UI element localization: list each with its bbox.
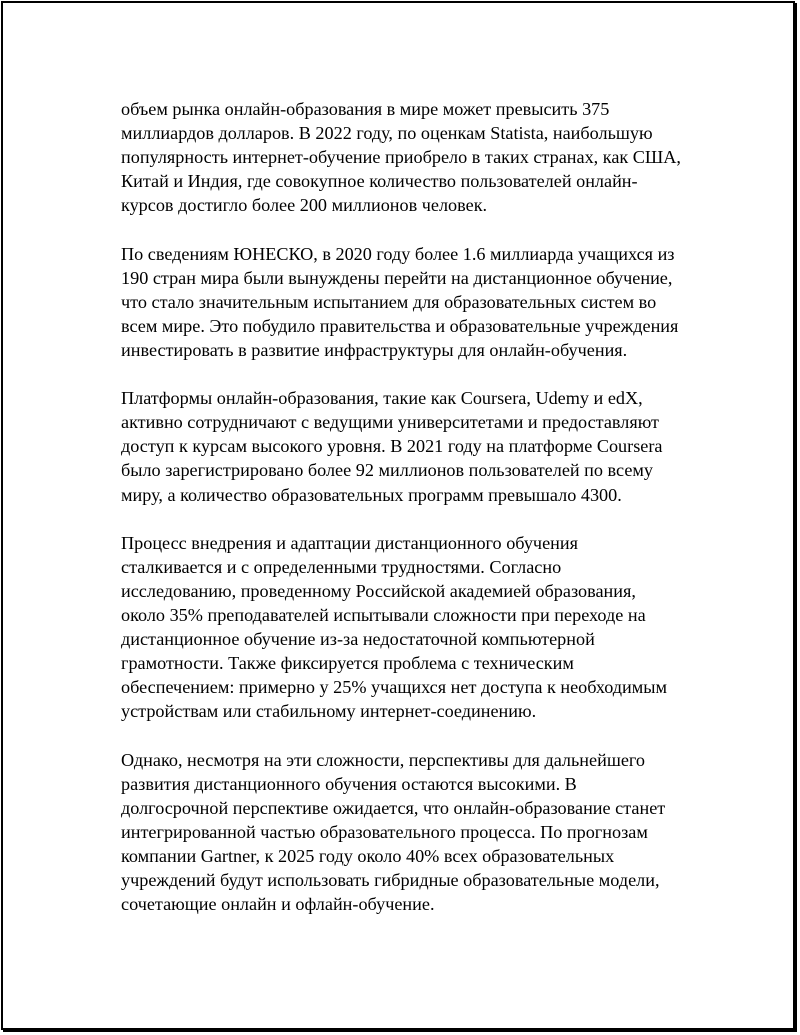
- text-line: Китай и Индия, где совокупное количество пользователей онлайн-: [121, 171, 638, 192]
- text-line: доступ к курсам высокого уровня. В 2021 году на платформе Coursera: [121, 436, 663, 457]
- text-line: интегрированной частью образовательного процесса. По прогнозам: [121, 821, 648, 842]
- text-line: сочетающие онлайн и офлайн-обучение.: [121, 894, 435, 915]
- text-line: дистанционное обучение из-за недостаточной компьютерной: [121, 629, 595, 650]
- text-line: курсов достигло более 200 миллионов человек.: [121, 195, 488, 216]
- text-line: По сведениям ЮНЕСКО, в 2020 году более 1.6 миллиарда учащихся из: [121, 243, 675, 264]
- text-line: исследованию, проведенному Российской академией образования,: [121, 580, 636, 601]
- paragraph-difficulties: [121, 531, 701, 724]
- text-line: миллиардов долларов. В 2022 году, по оценкам Statista, наибольшую: [121, 123, 653, 144]
- paragraph-platforms: [121, 386, 701, 506]
- text-line: обеспечением: примерно у 25% учащихся нет доступа к необходимым: [121, 677, 668, 698]
- text-line: сталкивается и с определенными трудностями. Согласно: [121, 556, 562, 577]
- text-line: инвестировать в развитие инфраструктуры для онлайн-обучения.: [121, 339, 628, 360]
- text-line: устройствам или стабильному интернет-соединению.: [121, 701, 537, 722]
- paragraph-market-size: [121, 97, 701, 217]
- text-line: долгосрочной перспективе ожидается, что онлайн-образование станет: [121, 797, 666, 818]
- document-body: [121, 97, 701, 940]
- text-line: Платформы онлайн-образования, такие как Coursera, Udemy и edX,: [121, 388, 643, 409]
- text-line: 190 стран мира были вынуждены перейти на дистанционное обучение,: [121, 267, 673, 288]
- paragraph-prospects: [121, 748, 701, 917]
- paragraph-unesco: [121, 242, 701, 362]
- text-line: Однако, несмотря на эти сложности, перспективы для дальнейшего: [121, 749, 646, 770]
- text-line: Процесс внедрения и адаптации дистанционного обучения: [121, 532, 578, 553]
- text-line: всем мире. Это побудило правительства и образовательные учреждения: [121, 315, 679, 336]
- text-line: миру, а количество образовательных программ превышало 4300.: [121, 484, 622, 505]
- document-page: [1, 1, 795, 1030]
- text-line: около 35% преподавателей испытывали сложности при переходе на: [121, 604, 646, 625]
- text-line: активно сотрудничают с ведущими университетами и предоставляют: [121, 412, 660, 433]
- text-line: учреждений будут использовать гибридные образовательные модели,: [121, 870, 660, 890]
- text-line: компании Gartner, к 2025 году около 40% всех образовательных: [121, 845, 615, 866]
- text-line: было зарегистрировано более 92 миллионов пользователей по всему: [121, 460, 654, 481]
- text-line: объем рынка онлайн-образования в мире может превысить 375: [121, 99, 610, 119]
- text-line: что стало значительным испытанием для образовательных систем во: [121, 291, 657, 312]
- text-line: развития дистанционного обучения остаются высокими. В: [121, 773, 577, 794]
- text-line: грамотности. Также фиксируется проблема с техническим: [121, 653, 574, 674]
- text-line: популярность интернет-обучение приобрело в таких странах, как США,: [121, 147, 681, 168]
